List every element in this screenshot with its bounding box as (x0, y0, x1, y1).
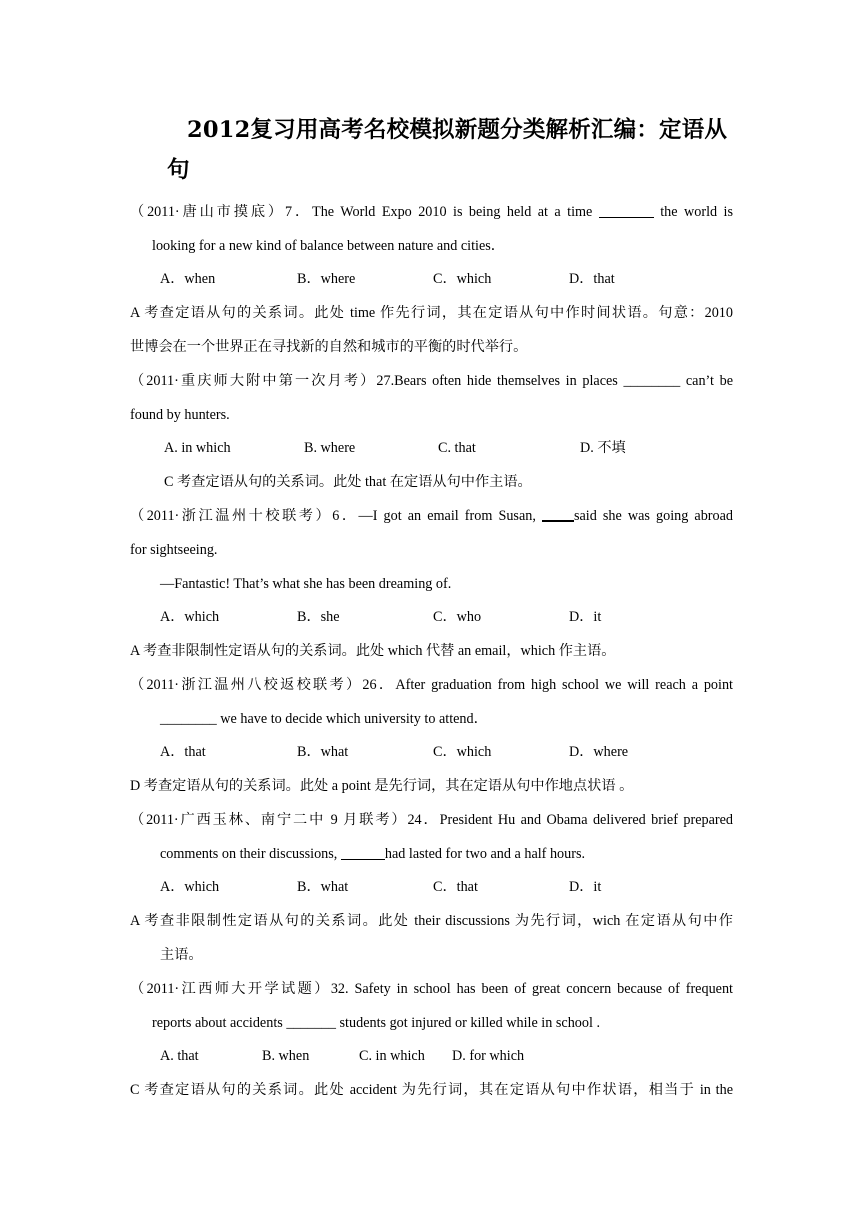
q1-answer-line2: 世博会在一个世界正在寻找新的自然和城市的平衡的时代举行。 (130, 339, 528, 355)
q1-line2: looking for a new kind of balance between nature and cities． (152, 238, 505, 254)
q5-stem-part1: comments on their discussions, (160, 846, 341, 862)
q3-option-b: B．she (297, 609, 340, 625)
q4-answer: D 考查定语从句的关系词。此处 a point 是先行词，其在定语从句中作地点状语 。 (130, 778, 634, 794)
q3-answer: A 考查非限制性定语从句的关系词。此处 which 代替 an email，which 作主语。 (130, 643, 616, 659)
q1-blank (599, 203, 654, 218)
q3-line3: —Fantastic! That’s what she has been dreaming of. (160, 576, 452, 592)
q4-option-a: A．that (160, 744, 206, 760)
q4-option-c: C．which (433, 744, 492, 760)
q6-option-c: C. in which (359, 1048, 425, 1064)
q5-option-c: C．that (433, 879, 478, 895)
q2-option-b: B. where (304, 440, 356, 456)
q6-option-d: D. for which (452, 1048, 525, 1064)
q3-blank (542, 506, 574, 522)
q5-line2 (130, 837, 733, 871)
q1-option-a: A．when (160, 271, 216, 287)
q6-answer: C 考查定语从句的关系词。此处 accident 为先行词，其在定语从句中作状语，相当于 in the (130, 1082, 733, 1098)
q5-option-b: B．what (297, 879, 349, 895)
q1-option-c: C．which (433, 271, 492, 287)
q3-option-d: D．it (569, 609, 602, 625)
q1-stem-part1: （2011·唐山市摸底）7．The World Expo 2010 is being held at a time (130, 204, 599, 220)
q1-stem-part2: the world is (653, 204, 733, 220)
q2-option-a: A. in which (164, 440, 231, 456)
q2-option-c: C. that (438, 440, 476, 456)
q5-stem-part2: had lasted for two and a half hours. (384, 846, 586, 862)
q4-option-d: D．where (569, 744, 629, 760)
q2-line2: found by hunters. (130, 407, 230, 423)
q3-option-c: C．who (433, 609, 482, 625)
document-title: 2012复习用高考名校模拟新题分类解析汇编：定语从句 (167, 117, 728, 183)
q1-answer-line1: A 考查定语从句的关系词。此处 time 作先行词，其在定语从句中作时间状语。句意：2010 (130, 305, 733, 321)
q5-option-a: A．which (160, 879, 220, 895)
q3-option-a: A．which (160, 609, 220, 625)
q6-line1: （2011·江西师大开学试题）32. Safety in school has been of great concern because of frequent (130, 981, 733, 997)
q3-line2: for sightseeing. (130, 542, 218, 558)
q1-option-d: D．that (569, 271, 615, 287)
q4-line1: （2011·浙江温州八校返校联考）26．After graduation from high school we will reach a point (130, 677, 733, 693)
q6-line2: reports about accidents _______ students got injured or killed while in school . (152, 1015, 601, 1031)
q5-blank (341, 845, 385, 860)
q3-line1 (130, 499, 733, 533)
q3-stem-part2: said she was going abroad (573, 508, 734, 524)
q3-stem-part1: （2011·浙江温州十校联考）6．—I got an email from Susan, (130, 508, 542, 524)
q4-line2: ________ we have to decide which university to attend． (160, 711, 488, 727)
q4-option-b: B．what (297, 744, 349, 760)
q1-line1 (130, 195, 733, 229)
q2-line1: （2011·重庆师大附中第一次月考）27.Bears often hide themselves in places ________ can’t be (130, 373, 733, 389)
q6-option-b: B. when (262, 1048, 310, 1064)
q5-answer-line2: 主语。 (160, 947, 203, 963)
q1-option-b: B．where (297, 271, 356, 287)
q5-option-d: D．it (569, 879, 602, 895)
q5-answer-line1: A 考查非限制性定语从句的关系词。此处 their discussions 为先行词，wich 在定语从句中作 (130, 913, 733, 929)
q5-line1: （2011·广西玉林、南宁二中 9 月联考）24．President Hu and Obama delivered brief prepared (130, 812, 733, 828)
q2-answer: C 考查定语从句的关系词。此处 that 在定语从句中作主语。 (164, 474, 532, 490)
q2-option-d: D. 不填 (580, 440, 626, 456)
q6-option-a: A. that (160, 1048, 199, 1064)
